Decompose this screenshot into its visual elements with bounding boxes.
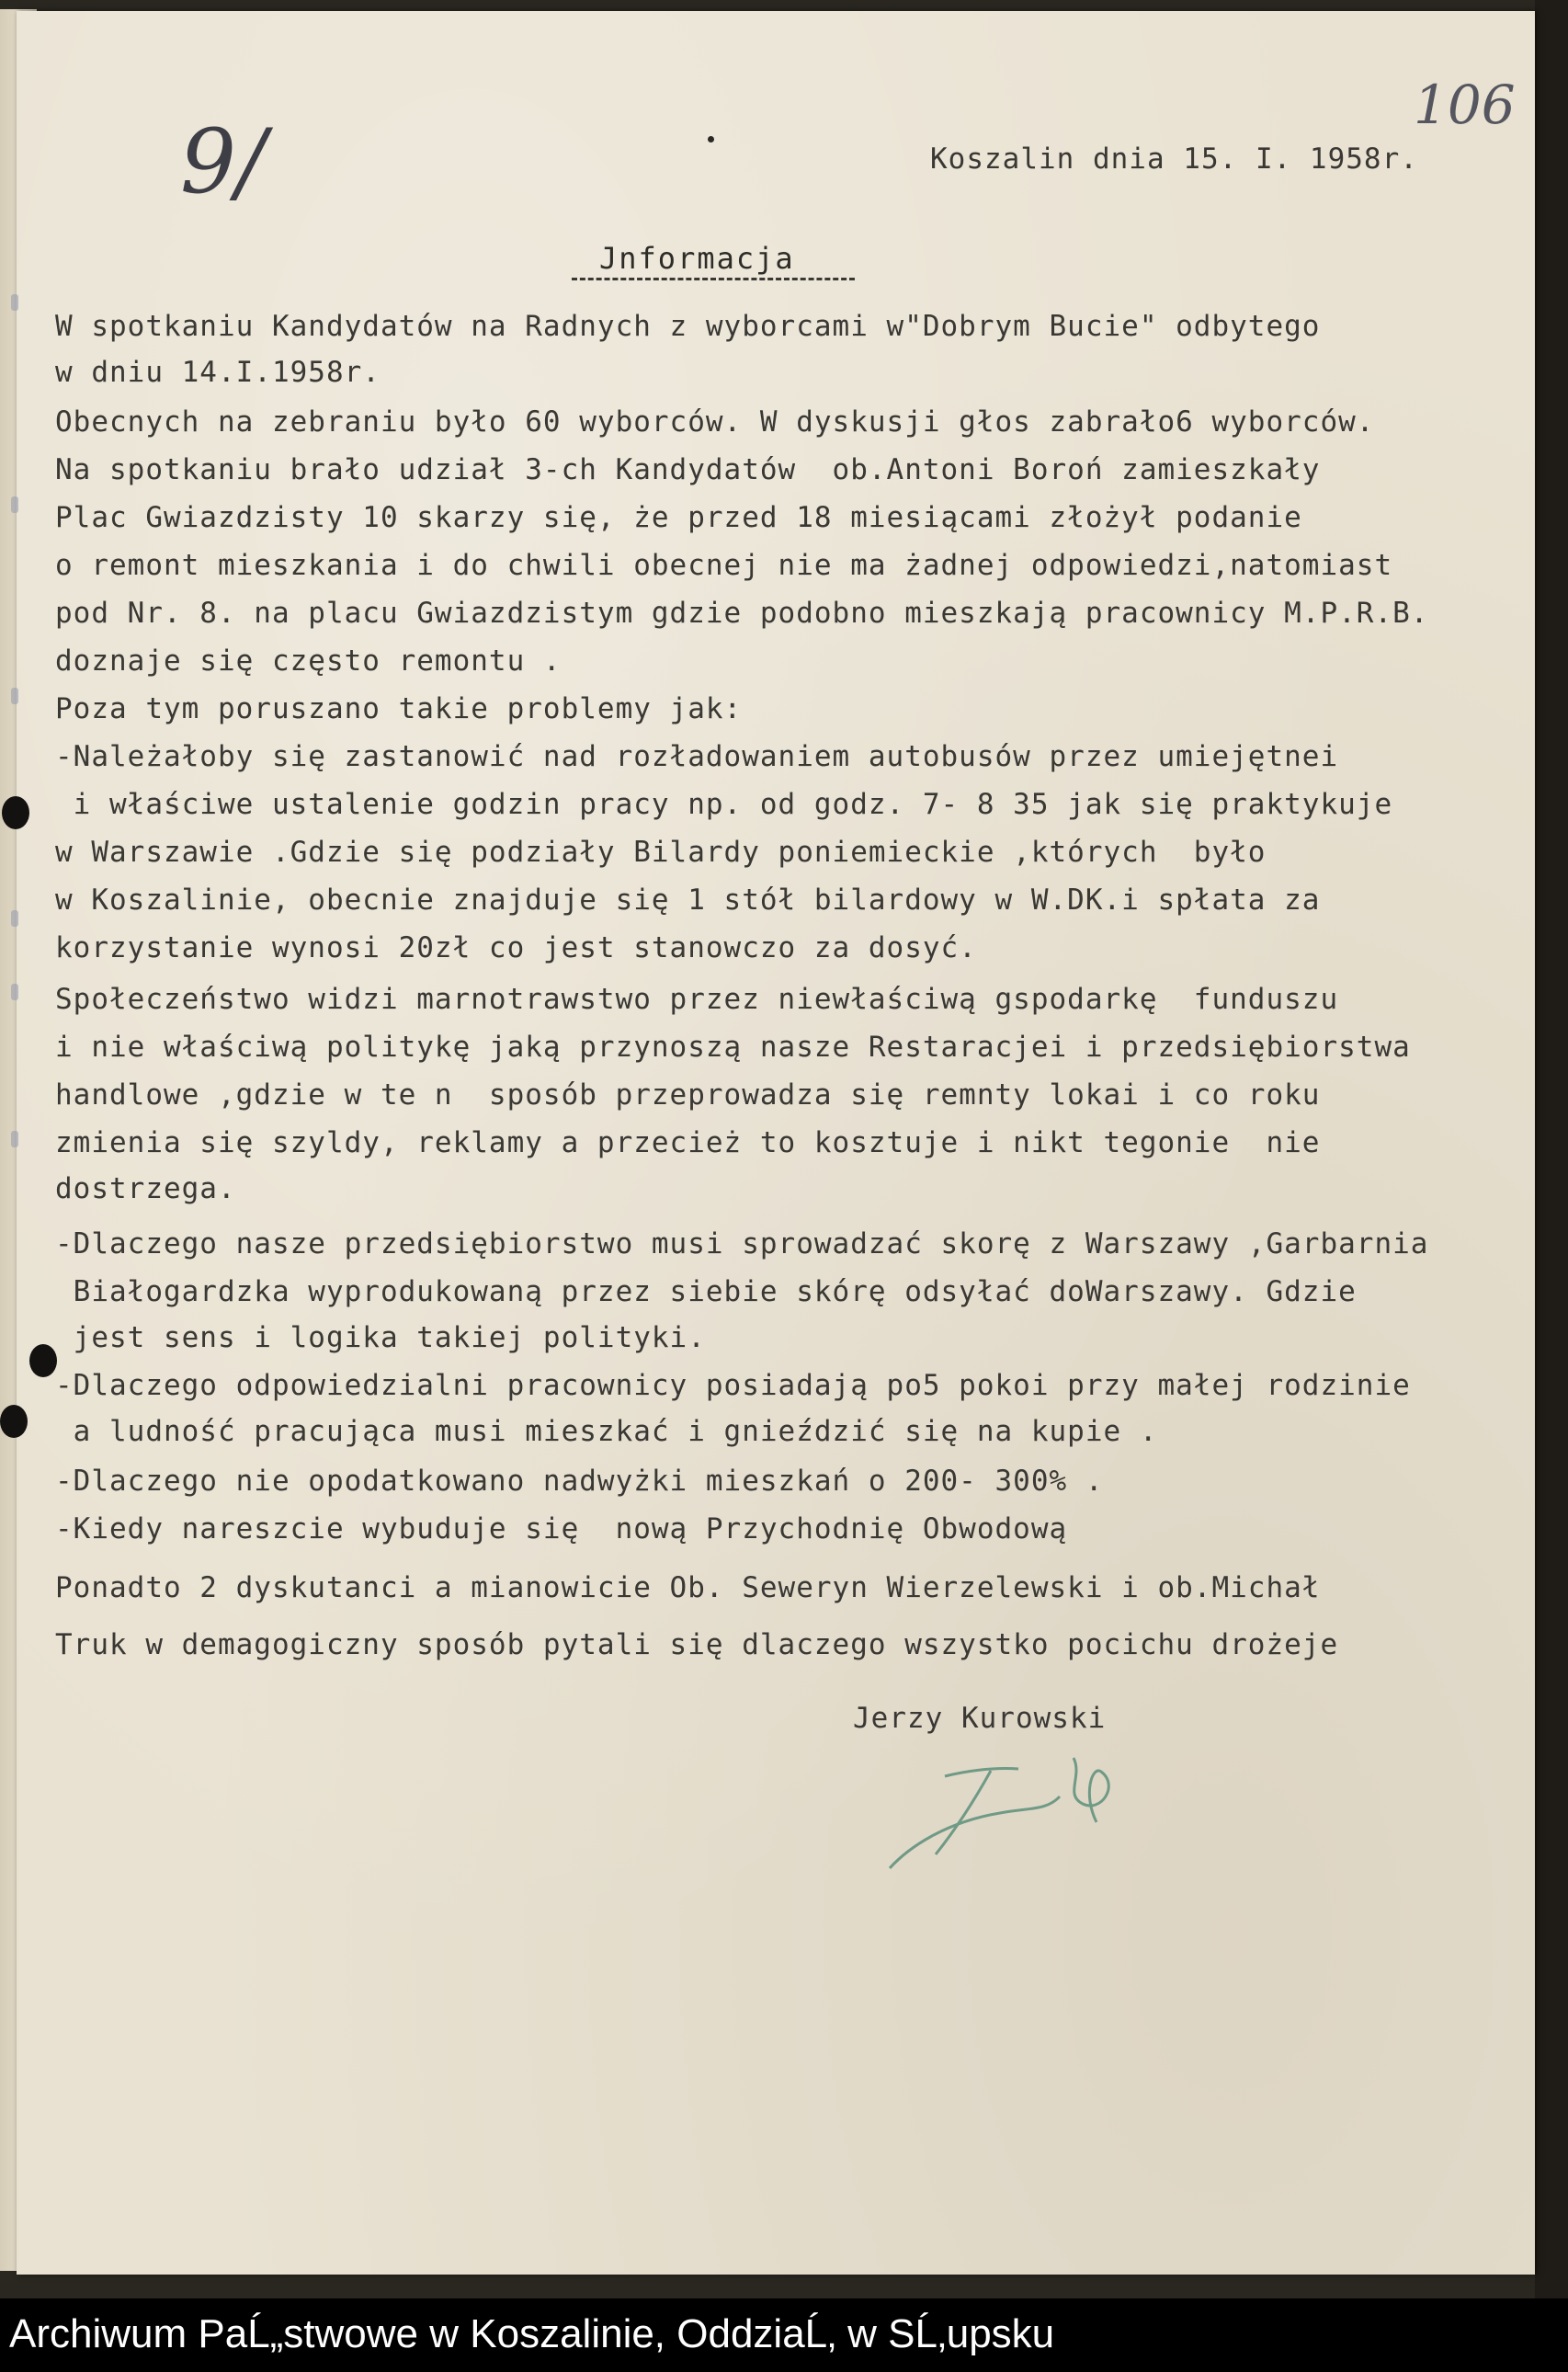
body-line-1: W spotkaniu Kandydatów na Radnych z wyborcami w"Dobrym Bucie" odbytego xyxy=(55,310,1321,343)
body-line-17: handlowe ,gdzie w te n sposób przeprowadza się remnty lokai i co roku xyxy=(55,1078,1321,1112)
body-line-9: Poza tym poruszano takie problemy jak: xyxy=(55,692,743,725)
page-mark: 9/ xyxy=(180,110,267,213)
body-line-28: Truk w demagogiczny sposób pytali się dlaczego wszystko pocichu drożeje xyxy=(55,1628,1339,1661)
body-line-12: w Warszawie .Gdzie się podziały Bilardy poniemieckie ,których było xyxy=(55,836,1267,869)
body-line-18: zmienia się szyldy, reklamy a przecież to kosztuje i nikt tegonie nie xyxy=(55,1126,1321,1159)
body-line-8: doznaje się często remontu . xyxy=(55,644,562,678)
body-line-7: pod Nr. 8. na placu Gwiazdzistym gdzie podobno mieszkają pracownicy M.P.R.B. xyxy=(55,597,1429,630)
body-line-22: jest sens i logika takiej polityki. xyxy=(55,1321,706,1354)
body-line-10: -Należałoby się zastanowić nad rozładowaniem autobusów przez umiejętnei xyxy=(55,740,1339,773)
margin-mark xyxy=(11,1131,18,1147)
archive-caption: Archiwum PaĹ„stwowe w Koszalinie, OddziaĹ‚ w SĹ‚upsku xyxy=(9,2311,1055,2356)
body-line-25: -Dlaczego nie opodatkowano nadwyżki mieszkań o 200- 300% . xyxy=(55,1465,1104,1498)
folio-number: 106 xyxy=(1414,74,1516,136)
body-line-15: Społeczeństwo widzi marnotrawstwo przez niewłaściwą gspodarkę funduszu xyxy=(55,983,1339,1016)
body-line-6: o remont mieszkania i do chwili obecnej nie ma żadnej odpowiedzi,natomiast xyxy=(55,549,1393,582)
body-line-11: i właściwe ustalenie godzin pracy np. od godz. 7- 8 35 jak się praktykuje xyxy=(55,788,1393,821)
signatory-name: Jerzy Kurowski xyxy=(853,1702,1107,1735)
body-line-13: w Koszalinie, obecnie znajduje się 1 stół bilardowy w W.DK.i spłata za xyxy=(55,884,1321,917)
right-shadow xyxy=(1535,0,1568,2298)
body-line-26: -Kiedy nareszcie wybuduje się nową Przychodnię Obwodową xyxy=(55,1512,1068,1545)
ink-dot xyxy=(708,136,714,143)
punch-hole-2 xyxy=(29,1344,57,1377)
body-line-27: Ponadto 2 dyskutanci a mianowicie Ob. Seweryn Wierzelewski i ob.Michał xyxy=(55,1571,1321,1604)
document-page xyxy=(17,11,1535,2275)
body-line-16: i nie właściwą politykę jaką przynoszą nasze Restaracjei i przedsiębiorstwa xyxy=(55,1031,1411,1064)
margin-mark xyxy=(11,496,18,513)
body-line-21: Białogardzka wyprodukowaną przez siebie skórę odsyłać doWarszawy. Gdzie xyxy=(55,1275,1357,1308)
body-line-4: Na spotkaniu brało udział 3-ch Kandydatów ob.Antoni Boroń zamieszkały xyxy=(55,453,1321,486)
margin-mark xyxy=(11,294,18,311)
body-line-3: Obecnych na zebraniu było 60 wyborców. W dyskusji głos zabrało6 wyborców. xyxy=(55,405,1375,439)
document-title: Jnformacja xyxy=(599,241,795,276)
punch-hole-3 xyxy=(0,1405,28,1438)
body-line-20: -Dlaczego nasze przedsiębiorstwo musi sprowadzać skorę z Warszawy ,Garbarnia xyxy=(55,1227,1429,1260)
body-line-2: w dniu 14.I.1958r. xyxy=(55,356,381,389)
body-line-23: -Dlaczego odpowiedzialni pracownicy posiadają po5 pokoi przy małej rodzinie xyxy=(55,1369,1411,1402)
place-date: Koszalin dnia 15. I. 1958r. xyxy=(930,143,1418,176)
body-line-14: korzystanie wynosi 20zł co jest stanowczo za dosyć. xyxy=(55,931,977,964)
margin-mark xyxy=(11,984,18,1000)
body-line-19: dostrzega. xyxy=(55,1172,236,1205)
margin-mark xyxy=(11,910,18,927)
punch-hole-1 xyxy=(2,796,29,829)
body-line-24: a ludność pracująca musi mieszkać i gnieździć się na kupie . xyxy=(55,1415,1158,1448)
handwritten-signature xyxy=(807,1739,1193,1877)
margin-mark xyxy=(11,688,18,704)
title-underline xyxy=(572,278,855,280)
caption-bar xyxy=(0,2298,1568,2372)
body-line-5: Plac Gwiazdzisty 10 skarzy się, że przed 18 miesiącami złożył podanie xyxy=(55,501,1302,534)
